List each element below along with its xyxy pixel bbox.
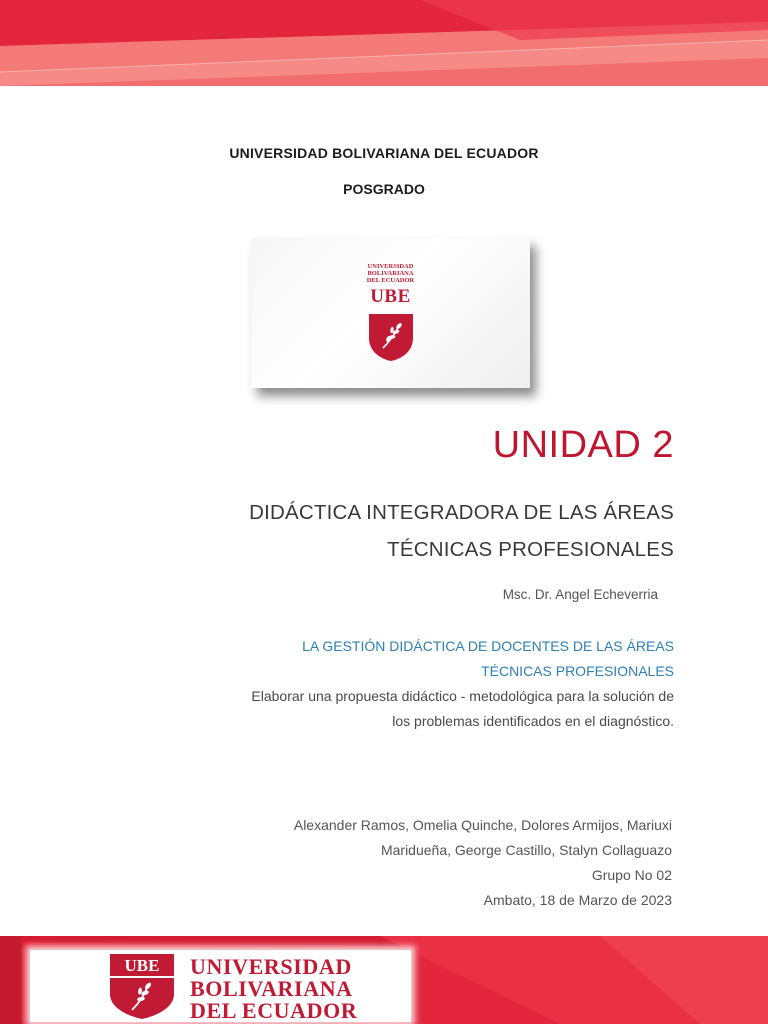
logo-acronym: UBE bbox=[370, 286, 411, 307]
footer-shield-icon bbox=[108, 952, 176, 1020]
footer-name-line-1: UNIVERSIDAD bbox=[190, 954, 352, 979]
university-logo-card bbox=[251, 238, 530, 388]
footer-logo-card bbox=[30, 950, 411, 1022]
topic-description-line-1: Elaborar una propuesta didáctico - metodológica para la solución de bbox=[251, 688, 674, 704]
teacher-name: Msc. Dr. Angel Echeverria bbox=[502, 587, 658, 602]
logo-line-1: UNIVERSIDAD bbox=[367, 263, 414, 270]
authors-line-1: Alexander Ramos, Omelia Quinche, Dolores Armijos, Mariuxi bbox=[293, 817, 672, 833]
group-number: Grupo No 02 bbox=[591, 867, 672, 883]
subject-title-line-2: TÉCNICAS PROFESIONALES bbox=[387, 538, 674, 561]
university-heading: UNIVERSIDAD BOLIVARIANA DEL ECUADOR bbox=[229, 145, 539, 161]
subject-title-line-1: DIDÁCTICA INTEGRADORA DE LAS ÁREAS bbox=[249, 501, 674, 524]
unit-title: UNIDAD 2 bbox=[492, 424, 674, 466]
logo-line-2: BOLIVARIANA bbox=[367, 270, 414, 277]
topic-title-line-1: LA GESTIÓN DIDÁCTICA DE DOCENTES DE LAS ÁREAS bbox=[302, 638, 674, 654]
footer-acronym: UBE bbox=[124, 956, 160, 975]
top-banner bbox=[0, 0, 768, 86]
shield-icon bbox=[367, 312, 415, 362]
place-date: Ambato, 18 de Marzo de 2023 bbox=[483, 892, 672, 908]
footer-name-line-3: DEL ECUADOR bbox=[190, 998, 358, 1023]
program-heading: POSGRADO bbox=[343, 181, 425, 197]
logo-line-3: DEL ECUADOR bbox=[366, 277, 415, 284]
authors-line-2: Mariduеña, George Castillo, Stalyn Collaguazo bbox=[380, 842, 672, 858]
topic-description-line-2: los problemas identificados en el diagnóstico. bbox=[392, 713, 674, 729]
topic-title-line-2: TÉCNICAS PROFESIONALES bbox=[481, 663, 674, 679]
footer-name-line-2: BOLIVARIANA bbox=[190, 976, 353, 1001]
